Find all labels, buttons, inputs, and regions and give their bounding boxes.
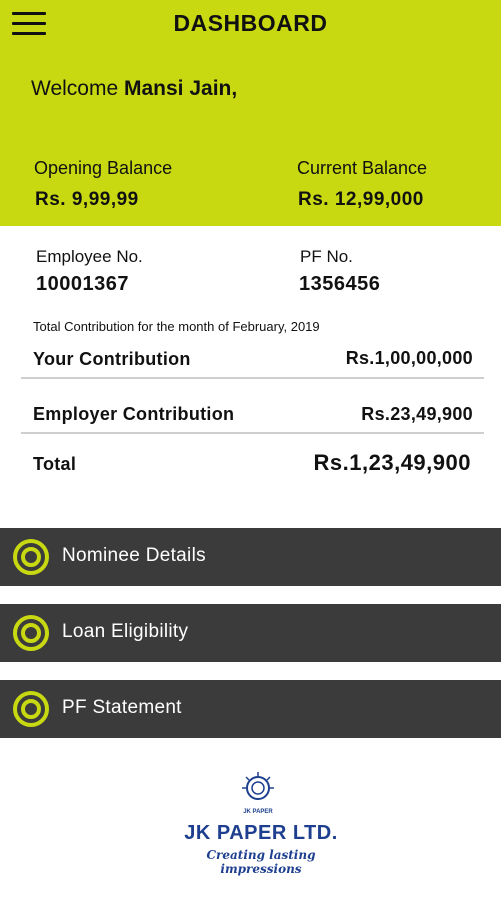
menu-item-label: PF Statement (62, 697, 182, 718)
company-name: JK PAPER LTD. (184, 822, 338, 844)
target-ring-icon (13, 615, 49, 651)
menu-item-label: Nominee Details (62, 545, 206, 566)
employee-no-value: 10001367 (36, 273, 129, 295)
your-contribution-value: Rs.1,00,00,000 (345, 348, 473, 368)
opening-balance-value: Rs. 9,99,99 (35, 189, 139, 210)
menu-item-pf-statement[interactable] (0, 680, 501, 738)
menu-item-nominee-details[interactable] (0, 528, 501, 586)
employer-contribution-value: Rs.23,49,900 (361, 404, 473, 424)
pf-no-value: 1356456 (299, 273, 381, 295)
current-balance-value: Rs. 12,99,000 (298, 189, 424, 210)
current-balance-label: Current Balance (297, 158, 428, 178)
menu-item-label: Loan Eligibility (62, 621, 189, 642)
company-tagline: Creating lasting impressions (206, 848, 316, 876)
row-divider (21, 432, 484, 434)
pf-no-label: PF No. (300, 247, 353, 266)
menu-item-loan-eligibility[interactable] (0, 604, 501, 662)
welcome-greeting: Welcome (31, 77, 119, 100)
header-panel (0, 0, 501, 226)
total-label: Total (33, 454, 77, 474)
emblem-text: JK PAPER (243, 809, 273, 815)
user-name: Mansi Jain, (123, 77, 238, 100)
employee-no-label: Employee No. (36, 247, 143, 266)
target-ring-icon (13, 539, 49, 575)
welcome-message (31, 77, 237, 101)
employer-contribution-label: Employer Contribution (33, 404, 235, 424)
jk-emblem-icon (238, 770, 278, 816)
page-title: DASHBOARD (173, 10, 328, 36)
row-divider (21, 377, 484, 379)
opening-balance-label: Opening Balance (34, 158, 173, 178)
your-contribution-label: Your Contribution (33, 349, 191, 369)
target-ring-icon (13, 691, 49, 727)
contribution-period-note: Total Contribution for the month of February, 2019 (33, 319, 320, 334)
total-value: Rs.1,23,49,900 (313, 450, 471, 475)
company-logo (166, 770, 356, 876)
